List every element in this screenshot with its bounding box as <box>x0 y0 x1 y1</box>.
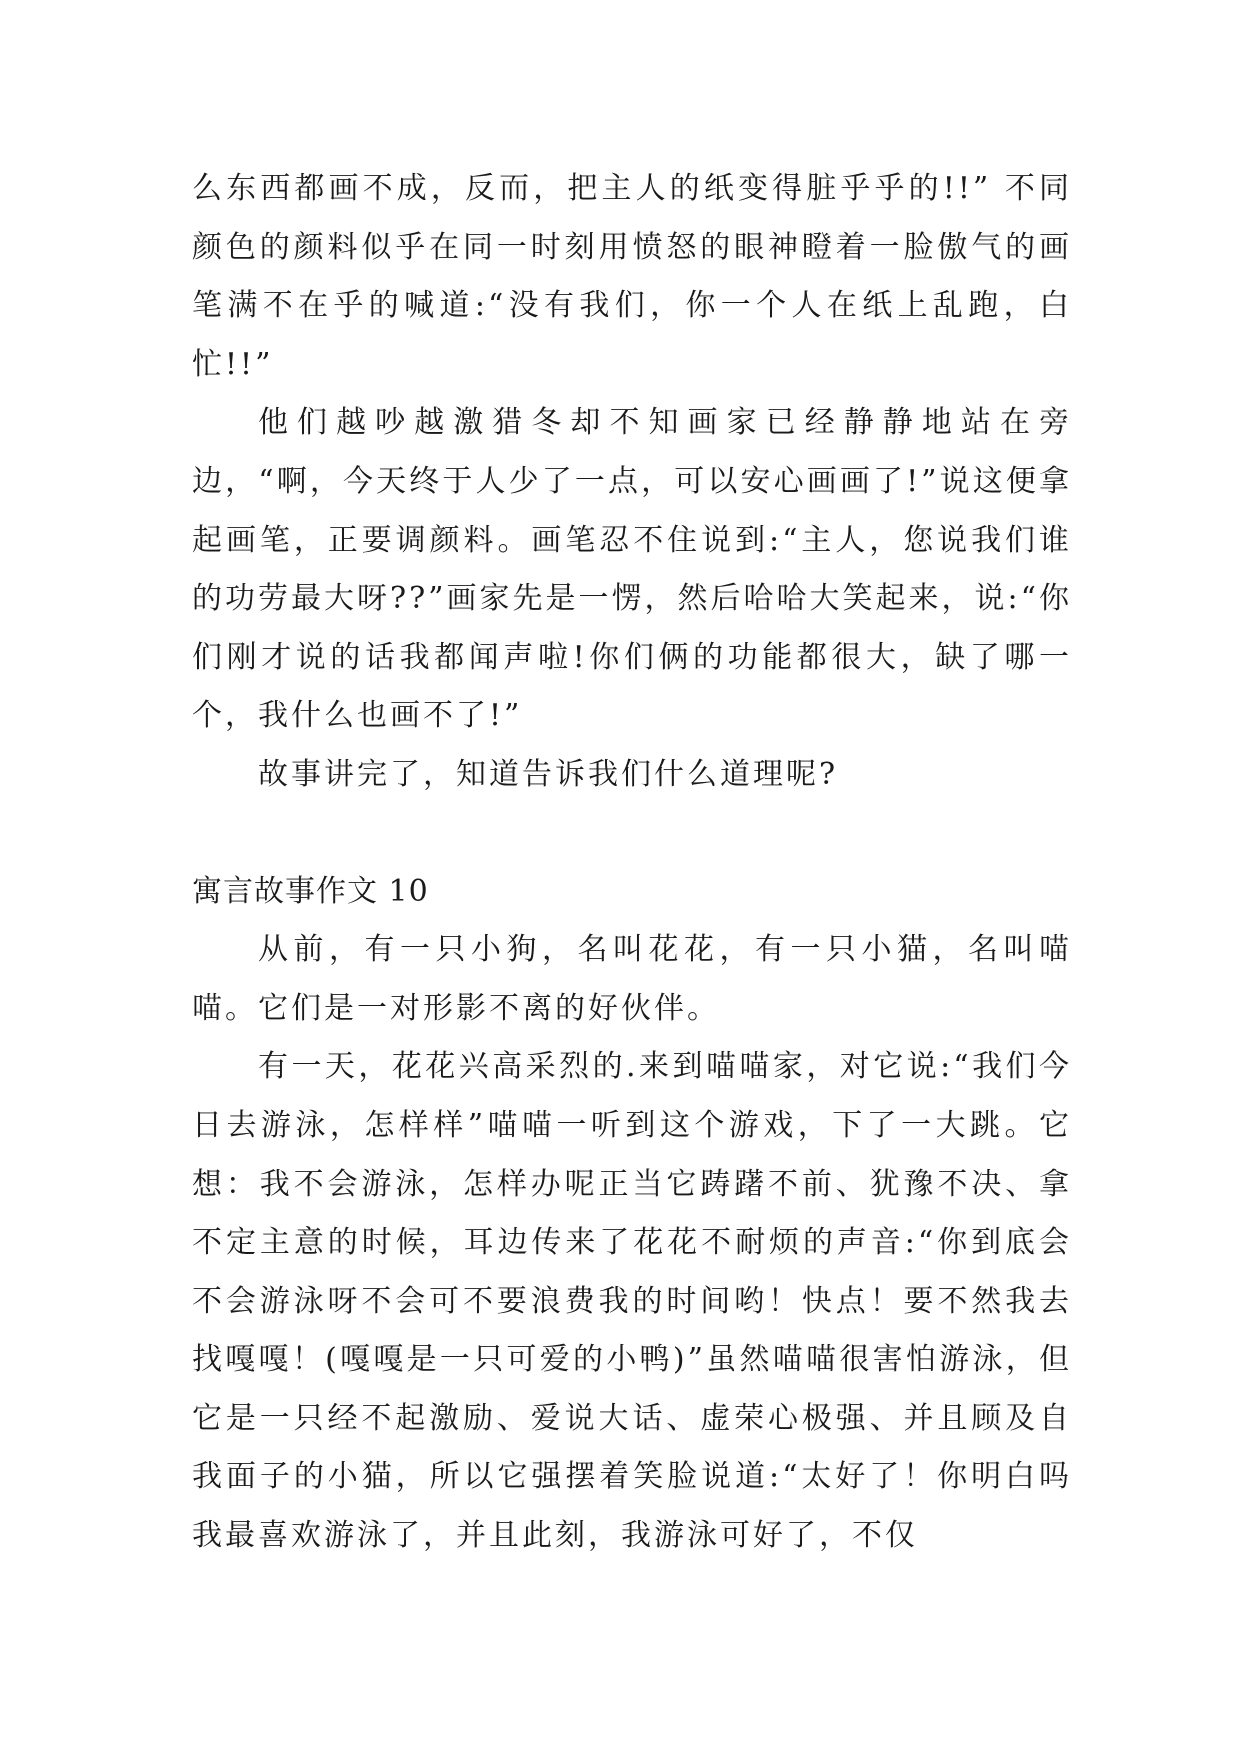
paragraph-painter-arrives: 他们越吵越激猎冬却不知画家已经静静地站在旁边，“啊，今天终于人少了一点，可以安心画画了!”说这便拿起画笔，正要调颜料。画笔忍不住说到:“主人，您说我们谁的功劳最大呀??”画家先是一愣，然后哈哈大笑起来，说:“你们刚才说的话我都闻声啦!你们俩的功能都很大，缺了哪一个，我什么也画不了!” <box>192 405 1072 734</box>
paragraph-story-intro: 从前，有一只小狗，名叫花花，有一只小猫，名叫喵喵。它们是一对形影不离的好伙伴。 <box>192 932 1072 1026</box>
document-page <box>192 160 1072 1566</box>
section-title: 寓言故事作文 10 <box>192 873 429 909</box>
paragraph-moral-question: 故事讲完了，知道告诉我们什么道理呢? <box>258 756 839 792</box>
paragraph-swimming-invite: 有一天，花花兴高采烈的.来到喵喵家，对它说:“我们今日去游泳，怎样样”喵喵一听到这个游戏，下了一大跳。它想：我不会游泳，怎样办呢正当它踌躇不前、犹豫不决、拿不定主意的时候，耳边传来了花花不耐烦的声音:“你到底会不会游泳呀不会可不要浪费我的时间哟！快点！要不然我去找嘎嘎！(嘎嘎是一只可爱的小鸭)”虽然喵喵很害怕游泳，但它是一只经不起激励、爱说大话、虚荣心极强、并且顾及自我面子的小猫，所以它强摆着笑脸说道:“太好了！你明白吗我最喜欢游泳了，并且此刻，我游泳可好了，不仅 <box>192 1049 1072 1554</box>
paragraph-continuation: 么东西都画不成，反而，把主人的纸变得脏乎乎的!!” 不同颜色的颜料似乎在同一时刻用愤怒的眼神瞪着一脸傲气的画笔满不在乎的喊道:“没有我们，你一个人在纸上乱跑，白忙!!” <box>192 171 1072 382</box>
